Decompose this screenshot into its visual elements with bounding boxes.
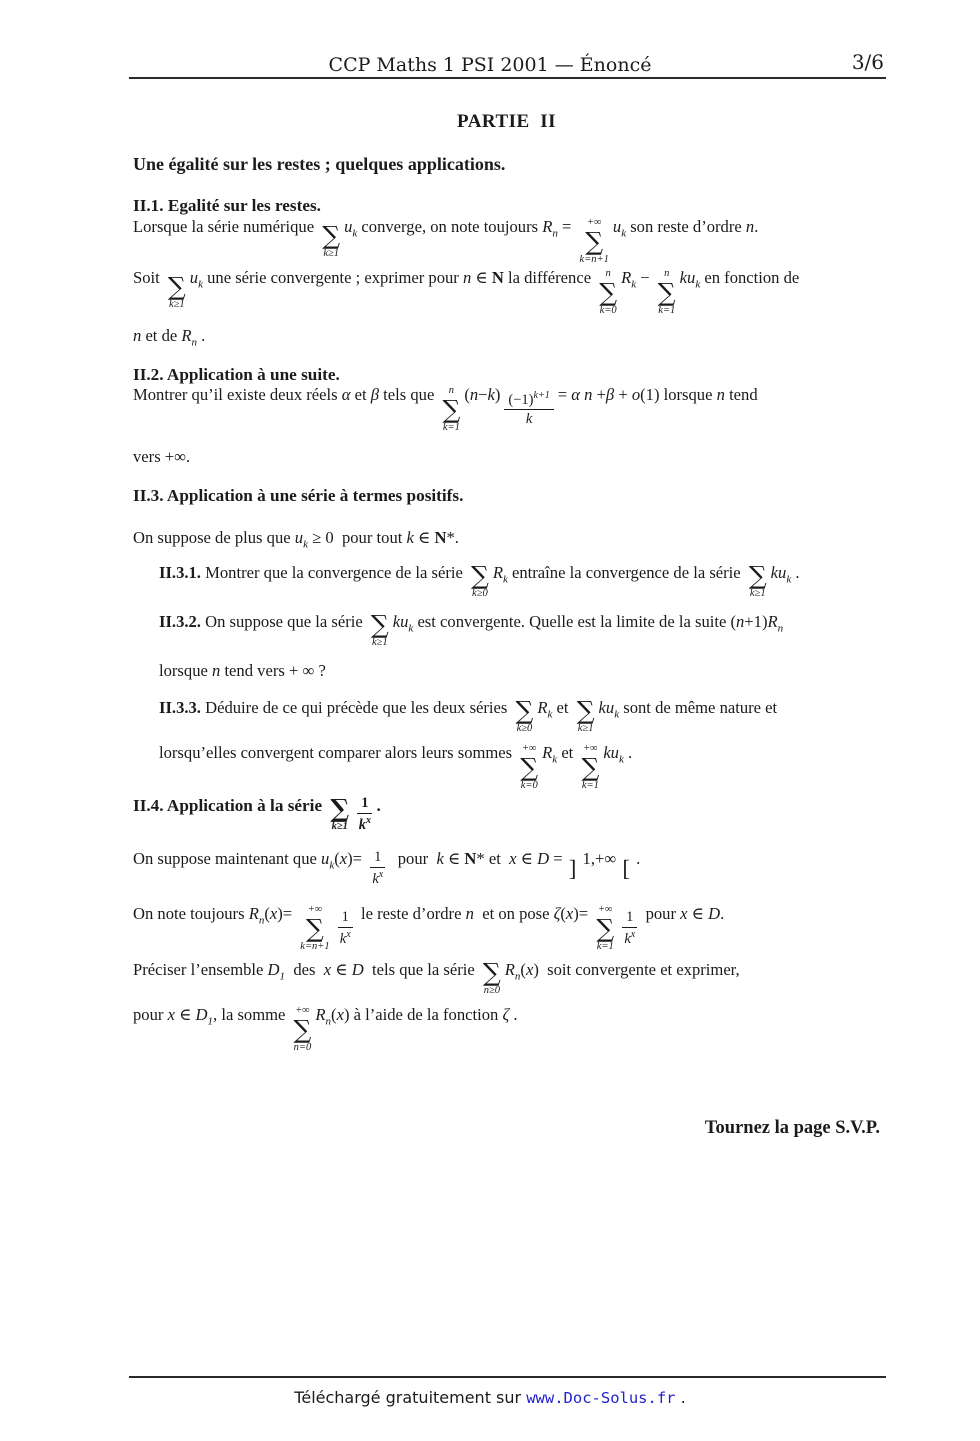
text-run: 1,+∞ [578,849,621,868]
math-sub: $R_k$ [537,698,553,721]
footer-rule [129,1376,886,1378]
text-run: = [549,849,567,868]
sigma-glyph: ∑ [167,271,186,301]
math-sub: $R_k$ [542,743,558,766]
heading-II1: II.1. Egalité sur les restes. [133,196,321,215]
math-var: α [571,385,580,404]
math-var: n [462,268,472,287]
text-run: . [197,326,206,345]
text-run: Préciser l’ensemble [133,960,268,979]
sum-upper-limit: n [664,268,670,279]
text-run: vers +∞. [133,447,191,466]
sum-symbol [442,385,460,433]
paragraph-II33-line2 [159,743,880,791]
text-run: lorsque [159,661,212,680]
sigma-glyph: ∑ [370,610,389,639]
math-var: o [631,385,641,404]
text-run: ( [334,849,340,868]
text-run: (1) lorsque [640,385,717,404]
math-fraction [504,390,553,428]
math-var: x [680,904,688,923]
text-run: ∈ [331,960,352,979]
math-sub: $u_k$ [321,849,335,872]
text-run: ) à l’aide de la fonction [343,1005,503,1024]
text-run: ) [494,385,501,404]
text-run: ) soit convergente et exprimer, [533,960,740,979]
sigma-glyph: ∑ [306,913,324,943]
sigma-glyph: ∑ [599,277,618,307]
fraction-numerator: $(-1)^{k+1}$ [504,390,553,411]
footer-period: . [675,1388,686,1407]
text-run: On suppose maintenant que [133,849,322,868]
footer-text: Téléchargé gratuitement sur [294,1388,527,1407]
math-var: x [339,849,348,868]
fraction-numerator: 1 [622,909,637,928]
math-var: β [605,385,615,404]
math-var: ζ [502,1005,510,1024]
math-var: n [736,612,745,631]
text-run: ( [520,960,526,979]
math-var: k [487,385,495,404]
math-var: x [167,1005,175,1024]
text-run: ∈ [687,904,709,923]
sum-lower-limit: k≥1 [168,298,185,310]
math-fraction [622,909,637,947]
fraction-denominator: $k^x$ [358,814,371,833]
text-run: Montrer que la convergence de la série [200,563,467,582]
sigma-glyph: ∑ [470,561,489,590]
math-sub: $ku_k$ [598,698,620,721]
sum-lower-limit: k≥1 [371,637,388,648]
header-rule [129,77,886,79]
math-var: n [469,385,479,404]
bold-run: II.3.3. [159,698,201,717]
sum-symbol [322,220,341,260]
sum-lower-limit: k=1 [581,779,599,791]
sum-upper-limit: n [448,385,455,396]
math-sub: $R_k$ [492,563,508,586]
math-var: x [323,960,332,979]
turn-page-text: Tournez la page S.V.P. [704,1118,880,1138]
bold-run: N [491,268,504,287]
text-run: . [720,904,725,923]
sum-lower-limit: k≥1 [323,247,339,259]
math-sub: $D_1$ [267,960,286,983]
math-sub: $R_n$ [504,960,521,983]
math-sub: $ku_k$ [770,563,792,586]
math-sub: $u_k$ [294,528,308,551]
paragraph-II1-line1 [133,217,880,265]
sigma-glyph: ∑ [330,793,350,823]
text-run: )= [277,904,297,923]
math-sub: $ku_k$ [603,743,624,766]
sum-symbol [596,904,614,952]
math-var: k [406,528,414,547]
header-title: CCP Maths 1 PSI 2001 — Énoncé [328,54,652,76]
text-run: )= [573,904,593,923]
math-sub: $R_n$ [542,217,558,240]
math-sub: $u_k$ [189,268,203,291]
math-var: ζ [553,904,561,923]
text-run: et [552,698,573,717]
text-run: et on pose [473,904,554,923]
paragraph-II32-line1 [159,612,880,649]
heading-II3: II.3. Application à une série à termes positifs. [133,486,464,505]
bold-run: II.3.1. [159,563,201,582]
math-var: D [537,849,550,868]
text-run: = [557,385,572,404]
math-var: n [716,385,725,404]
text-run: tend [724,385,758,404]
text-run: ( [264,904,270,923]
math-sub: $R_n$ [315,1005,332,1028]
interval-bracket: [ [622,855,630,881]
math-var: D [708,904,721,923]
sigma-glyph: ∑ [596,913,615,943]
bold-run: N [464,849,477,868]
sum-symbol [167,271,186,311]
fraction-numerator: 1 [357,795,372,814]
sigma-glyph: ∑ [322,220,341,250]
paragraph-II4-line2 [133,904,880,952]
sum-lower-limit: k=1 [658,304,676,316]
paragraph-II1-line3 [133,326,880,347]
math-sub: $u_k$ [344,217,358,240]
paragraph-II32-line2 [159,661,880,682]
math-fraction [370,849,385,887]
bold-run: . [376,796,381,815]
text-run: − [478,385,488,404]
paragraph-II3-intro [133,528,880,549]
sum-symbol [371,612,389,649]
sum-lower-limit: k=0 [599,304,617,316]
text-run: ( [464,385,470,404]
sigma-glyph: ∑ [482,958,501,987]
paragraph-II4-line4 [133,1005,880,1053]
text-run: + [592,385,606,404]
text-run: ( [560,904,566,923]
text-run: . [623,743,633,762]
sum-symbol [577,698,595,735]
text-run: Lorsque la série numérique [133,217,319,236]
sum-lower-limit: k≥1 [331,820,348,832]
paragraph-II4-line1 [133,849,880,887]
sigma-glyph: ∑ [520,752,539,782]
text-run: le reste d’ordre [356,904,466,923]
math-var: k [436,849,444,868]
text-run: − [636,268,654,287]
sum-symbol [516,698,534,735]
math-var: n [465,904,474,923]
text-run: tels que la série [363,960,479,979]
paragraph-II4-line3 [133,960,880,997]
text-run: +1) [744,612,768,631]
paragraph-II2-line1 [133,385,880,433]
math-var: α [341,385,351,404]
turn-page-note [133,1118,880,1139]
text-run: * et [476,849,510,868]
sum-lower-limit: k=0 [520,779,538,791]
sum-symbol [294,1005,312,1053]
part-title: PARTIE II [457,111,556,132]
text-run: sont de même nature et [619,698,778,717]
text-run: des [285,960,324,979]
text-run: ∈ [443,849,465,868]
math-var: β [370,385,380,404]
sum-lower-limit: n≥0 [483,985,500,996]
text-run: tels que [379,385,439,404]
sum-symbol [483,960,501,997]
bold-run: N [434,528,447,547]
sigma-glyph: ∑ [576,696,595,725]
text-run: ∈ [413,528,435,547]
math-var: n [584,385,593,404]
heading-II2: II.2. Application à une suite. [133,365,340,384]
fraction-denominator: $k^x$ [372,868,384,887]
text-run: ( [331,1005,337,1024]
sum-upper-limit: +∞ [521,743,537,754]
paragraph-II33-line1 [159,698,880,735]
header-page-number: 3/6 [851,50,884,74]
text-run: + [614,385,632,404]
footer [0,1388,980,1407]
sum-symbol [581,743,599,791]
sum-lower-limit: k=n+1 [300,940,330,952]
sum-symbol [330,793,350,833]
math-var: x [525,960,534,979]
paragraph-II1-line2 [133,268,880,316]
text-run: pour [133,1005,168,1024]
text-run: une série convergente ; exprimer pour [202,268,463,287]
sum-lower-limit: k≥0 [472,588,488,599]
sum-lower-limit: k=1 [442,421,460,433]
text-run: lorsqu’elles convergent comparer alors leurs sommes [159,743,517,762]
math-var: n [212,661,221,680]
text-run: . [509,1005,518,1024]
bold-run: II.4. Application à la série [133,796,327,815]
text-run: . [791,563,800,582]
math-var: D [351,960,364,979]
text-run: et [350,385,371,404]
math-fraction [357,795,372,833]
sum-symbol [580,217,609,265]
text-run: )= [347,849,367,868]
sum-upper-limit: +∞ [295,1005,310,1016]
sum-upper-limit: n [605,268,611,279]
math-var: n [745,217,755,236]
math-sub: $ku_k$ [679,268,701,291]
text-run: , la somme [213,1005,290,1024]
text-run: et [557,743,578,762]
math-var: x [565,904,574,923]
sigma-glyph: ∑ [515,696,534,725]
heading-II4 [133,795,880,833]
footer-link[interactable]: www.Doc-Solus.fr [526,1389,676,1407]
bold-run: II.3.2. [159,612,201,631]
sum-lower-limit: k≥1 [577,723,594,734]
text-run: On suppose que la série [200,612,367,631]
text-run: la différence [503,268,596,287]
text-run: ∈ [516,849,538,868]
sum-symbol [749,563,767,600]
fraction-denominator: k [525,411,533,428]
math-var: x [269,904,278,923]
text-run: Montrer qu’il existe deux réels [133,385,342,404]
text-run: son reste d’ordre [626,217,746,236]
text-run: ∈ [471,268,492,287]
sum-lower-limit: k≥0 [516,723,533,734]
sigma-glyph: ∑ [657,277,676,307]
sigma-glyph: ∑ [442,394,461,424]
text-run: Soit [133,268,164,287]
text-run: Déduire de ce qui précède que les deux séries [200,698,512,717]
math-sub: $R_k$ [621,268,637,291]
math-var: n [133,326,142,345]
text-run: pour [389,849,437,868]
math-var: x [509,849,517,868]
sum-lower-limit: n=0 [293,1041,312,1053]
math-sub: $R_n$ [181,326,198,349]
text-run: ≥ 0 pour tout [307,528,407,547]
math-sub: $D_1$ [195,1005,214,1028]
fraction-numerator: 1 [370,849,385,868]
sum-upper-limit: +∞ [597,904,613,915]
paragraph-II31 [159,563,880,600]
sum-lower-limit: k=1 [596,940,614,952]
math-sub: $R_n$ [248,904,265,927]
text-run: . [632,849,641,868]
sigma-glyph: ∑ [293,1014,312,1044]
text-run: On suppose de plus que [133,528,295,547]
sum-lower-limit: k≥1 [749,588,766,599]
math-sub: $u_k$ [612,217,627,240]
text-run: tend vers + ∞ ? [220,661,326,680]
sum-lower-limit: k=n+1 [579,253,609,265]
paragraph-II2-line2 [133,447,880,468]
text-run: pour [641,904,681,923]
sum-upper-limit: +∞ [307,904,323,915]
math-sub: $R_n$ [767,612,784,635]
text-run: . [754,217,759,236]
text-run: entraîne la convergence de la série [507,563,745,582]
text-run: converge, on note toujours [357,217,543,236]
sigma-glyph: ∑ [748,561,767,590]
text-run: ∈ [174,1005,196,1024]
sum-symbol [520,743,538,791]
fraction-numerator: 1 [338,909,353,928]
sum-symbol [599,268,617,316]
fraction-denominator: $k^x$ [624,928,636,947]
math-var: x [336,1005,344,1024]
math-fraction [338,909,353,947]
interval-bracket: ] [568,855,577,881]
sum-symbol [658,268,676,316]
sum-upper-limit: +∞ [586,217,602,228]
text-run: *. [446,528,459,547]
text-run: = [557,217,576,236]
fraction-denominator: $k^x$ [339,928,351,947]
sum-upper-limit: +∞ [583,743,598,754]
text-run: est convergente. Quelle est la limite de la suite ( [413,612,736,631]
text-run: On note toujours [133,904,249,923]
sigma-glyph: ∑ [581,752,600,782]
sum-symbol [471,563,489,600]
text-run: en fonction de [700,268,800,287]
sigma-glyph: ∑ [585,226,604,256]
sum-symbol [300,904,329,952]
math-sub: $ku_k$ [392,612,414,635]
text-run: et de [141,326,182,345]
document-subtitle: Une égalité sur les restes ; quelques applications. [133,154,506,174]
